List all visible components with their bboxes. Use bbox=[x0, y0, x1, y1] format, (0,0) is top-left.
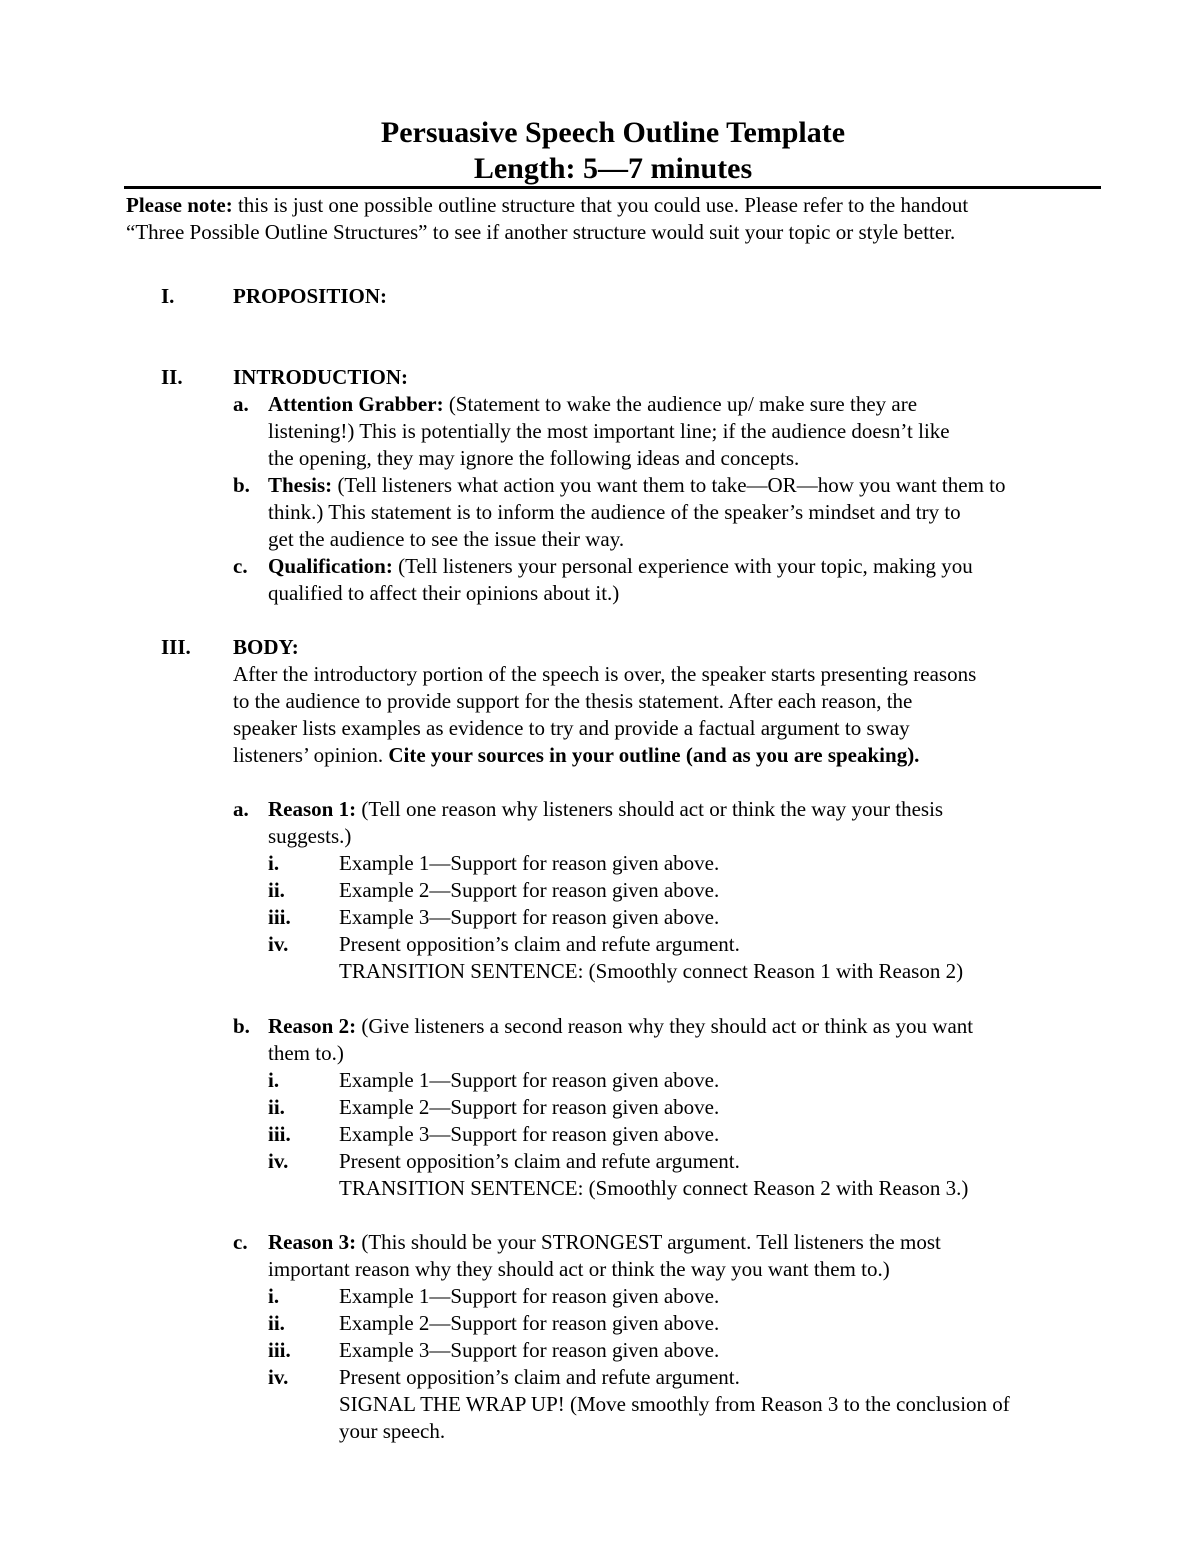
example-text: Present opposition’s claim and refute argument. bbox=[339, 932, 740, 956]
example-numeral: ii. bbox=[268, 878, 285, 902]
item-letter: c. bbox=[233, 554, 248, 578]
item-letter: a. bbox=[233, 797, 249, 821]
item-text: the opening, they may ignore the following ideas and concepts. bbox=[268, 446, 800, 470]
note-label: Please note: bbox=[126, 193, 233, 217]
item-text: (This should be your STRONGEST argument. Tell listeners the most bbox=[356, 1230, 941, 1254]
example-text: Example 2—Support for reason given above. bbox=[339, 1095, 720, 1119]
qualification-item bbox=[268, 553, 1118, 607]
reason-3-item bbox=[268, 1229, 1118, 1283]
example-numeral: iii. bbox=[268, 905, 291, 929]
item-text: suggests.) bbox=[268, 824, 352, 848]
body-intro-paragraph bbox=[233, 661, 1113, 769]
item-label: Qualification: bbox=[268, 554, 393, 578]
section-heading-body: BODY: bbox=[233, 635, 299, 659]
item-letter: b. bbox=[233, 473, 250, 497]
example-text: Present opposition’s claim and refute argument. bbox=[339, 1365, 740, 1389]
paragraph-line: After the introductory portion of the speech is over, the speaker starts presenting reasons bbox=[233, 662, 977, 686]
document-title: Persuasive Speech Outline Template bbox=[380, 116, 846, 149]
item-label: Attention Grabber: bbox=[268, 392, 444, 416]
section-heading-introduction: INTRODUCTION: bbox=[233, 365, 409, 389]
item-text: (Tell listeners your personal experience with your topic, making you bbox=[392, 554, 973, 578]
paragraph-line: speaker lists examples as evidence to try and provide a factual argument to sway bbox=[233, 716, 910, 740]
title-divider bbox=[124, 186, 1101, 189]
item-letter: a. bbox=[233, 392, 249, 416]
note-paragraph bbox=[126, 192, 1106, 246]
example-numeral: iii. bbox=[268, 1338, 291, 1362]
item-text: them to.) bbox=[268, 1041, 344, 1065]
item-label: Reason 2: bbox=[268, 1014, 357, 1038]
example-numeral: iv. bbox=[268, 1365, 289, 1389]
example-text: Example 3—Support for reason given above. bbox=[339, 1122, 720, 1146]
example-text: Example 3—Support for reason given above. bbox=[339, 905, 720, 929]
item-text: (Tell one reason why listeners should act or think the way your thesis bbox=[356, 797, 944, 821]
example-text: Example 1—Support for reason given above. bbox=[339, 1284, 720, 1308]
example-numeral: iv. bbox=[268, 1149, 289, 1173]
item-text: (Tell listeners what action you want them to take—OR—how you want them to bbox=[332, 473, 1006, 497]
wrap-up-line: SIGNAL THE WRAP UP! (Move smoothly from Reason 3 to the conclusion of bbox=[339, 1392, 1010, 1416]
example-text: Example 1—Support for reason given above. bbox=[339, 851, 720, 875]
item-label: Thesis: bbox=[268, 473, 333, 497]
example-numeral: iii. bbox=[268, 1122, 291, 1146]
attention-grabber-item bbox=[268, 391, 1118, 472]
item-letter: b. bbox=[233, 1014, 250, 1038]
wrap-up-signal bbox=[339, 1391, 1119, 1445]
item-text: (Give listeners a second reason why they should act or think as you want bbox=[356, 1014, 974, 1038]
reason-2-item bbox=[268, 1013, 1118, 1067]
example-text: Example 2—Support for reason given above. bbox=[339, 878, 720, 902]
transition-sentence: TRANSITION SENTENCE: (Smoothly connect Reason 1 with Reason 2) bbox=[339, 959, 964, 983]
section-numeral-body: III. bbox=[161, 635, 191, 659]
section-numeral-introduction: II. bbox=[161, 365, 183, 389]
section-numeral-proposition: I. bbox=[161, 284, 175, 308]
paragraph-line: listeners’ opinion. bbox=[233, 743, 389, 767]
item-text: important reason why they should act or think the way you want them to.) bbox=[268, 1257, 890, 1281]
note-line-1: this is just one possible outline structure that you could use. Please refer to the handout bbox=[232, 193, 969, 217]
reason-1-item bbox=[268, 796, 1118, 850]
item-text: get the audience to see the issue their way. bbox=[268, 527, 625, 551]
note-line-2: “Three Possible Outline Structures” to see if another structure would suit your topic or style better. bbox=[126, 220, 956, 244]
item-text: think.) This statement is to inform the audience of the speaker’s mindset and try to bbox=[268, 500, 961, 524]
example-numeral: ii. bbox=[268, 1095, 285, 1119]
section-heading-proposition: PROPOSITION: bbox=[233, 284, 388, 308]
example-numeral: i. bbox=[268, 851, 280, 875]
transition-sentence: TRANSITION SENTENCE: (Smoothly connect Reason 2 with Reason 3.) bbox=[339, 1176, 969, 1200]
item-letter: c. bbox=[233, 1230, 248, 1254]
example-numeral: i. bbox=[268, 1284, 280, 1308]
item-label: Reason 1: bbox=[268, 797, 357, 821]
thesis-item bbox=[268, 472, 1118, 553]
paragraph-line: to the audience to provide support for the thesis statement. After each reason, the bbox=[233, 689, 913, 713]
example-text: Example 1—Support for reason given above. bbox=[339, 1068, 720, 1092]
example-numeral: ii. bbox=[268, 1311, 285, 1335]
item-text: listening!) This is potentially the most important line; if the audience doesn’t like bbox=[268, 419, 950, 443]
cite-sources-note: Cite your sources in your outline (and as you are speaking). bbox=[388, 743, 920, 767]
example-text: Example 2—Support for reason given above. bbox=[339, 1311, 720, 1335]
document-subtitle-length: Length: 5—7 minutes bbox=[473, 152, 753, 185]
example-numeral: i. bbox=[268, 1068, 280, 1092]
example-numeral: iv. bbox=[268, 932, 289, 956]
item-label: Reason 3: bbox=[268, 1230, 357, 1254]
wrap-up-line: your speech. bbox=[339, 1419, 446, 1443]
example-text: Example 3—Support for reason given above. bbox=[339, 1338, 720, 1362]
item-text: (Statement to wake the audience up/ make sure they are bbox=[443, 392, 918, 416]
example-text: Present opposition’s claim and refute argument. bbox=[339, 1149, 740, 1173]
item-text: qualified to affect their opinions about it.) bbox=[268, 581, 620, 605]
